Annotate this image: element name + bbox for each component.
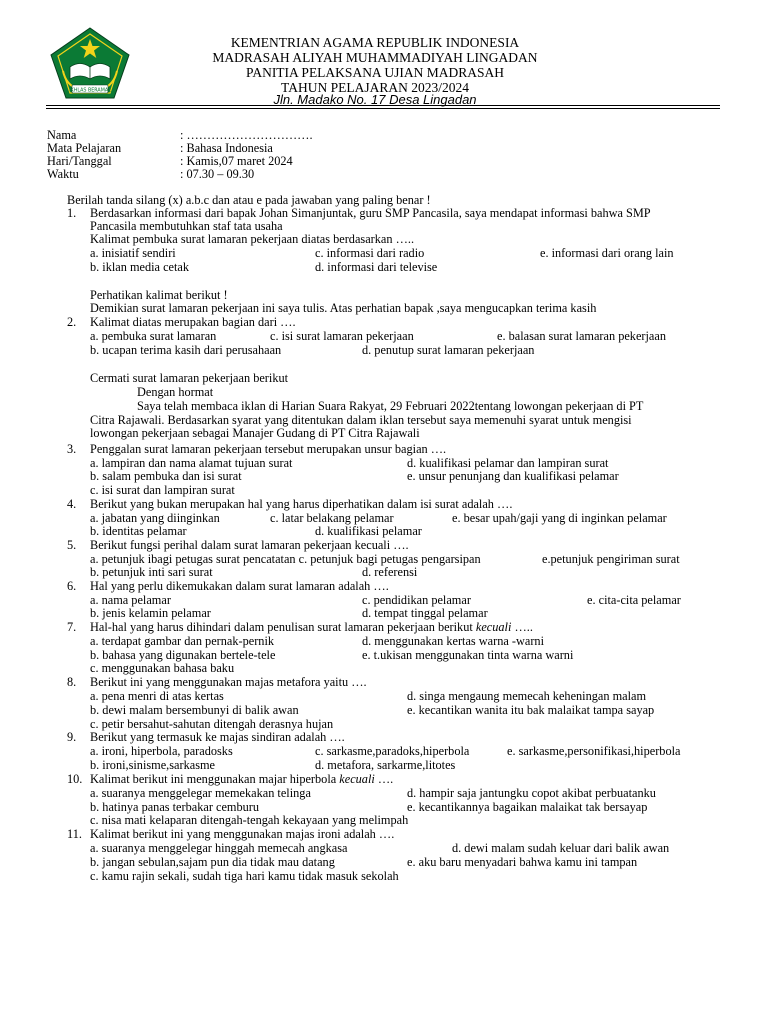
option-a: a. jabatan yang diinginkan <box>90 511 220 525</box>
header-line-4: TAHUN PELAJARAN 2023/2024 <box>281 80 469 95</box>
option-a: a. suaranya menggelegar hinggah memecah angkasa <box>90 841 348 855</box>
option-c: c. isi surat lamaran pekerjaan <box>270 329 414 343</box>
passage-intro: Cermati surat lamaran pekerjaan berikut <box>90 371 289 385</box>
option-a: a. suaranya menggelegar memekakan telinga <box>90 786 311 800</box>
option-a: a. ironi, hiperbola, paradosks <box>90 744 233 758</box>
option-c: c. informasi dari radio <box>315 246 425 260</box>
logo-motto: IKHLAS BERAMAL <box>69 88 111 94</box>
option-e: e. unsur penunjang dan kualifikasi pelamar <box>407 469 619 483</box>
option-a-c: a. petunjuk ibagi petugas surat pencatatan c. petunjuk bagi petugas pengarsipan <box>90 552 481 566</box>
option-c: c. nisa mati kelaparan ditengah-tengah kekayaan yang melimpah <box>90 813 409 827</box>
value-waktu: : 07.30 – 09.30 <box>180 167 255 181</box>
option-a: a. terdapat gambar dan pernak-pernik <box>90 634 275 648</box>
option-d: d. informasi dari televise <box>315 260 438 274</box>
option-a: a. nama pelamar <box>90 593 171 607</box>
question-text: Hal yang perlu dikemukakan dalam surat lamaran adalah …. <box>90 579 389 593</box>
option-b: b. identitas pelamar <box>90 524 187 538</box>
label-nama: Nama <box>47 128 77 142</box>
question-number: 3. <box>67 442 77 456</box>
question-number: 9. <box>67 730 77 744</box>
emphasis-kecuali: kecuali <box>339 772 375 786</box>
passage-greeting: Dengan hormat <box>137 385 214 399</box>
option-b: b. ironi,sinisme,sarkasme <box>90 758 215 772</box>
option-a: a. pena menri di atas kertas <box>90 689 224 703</box>
option-e: e. besar upah/gaji yang di inginkan pelamar <box>452 511 667 525</box>
passage-sentence: Demikian surat lamaran pekerjaan ini saya tulis. Atas perhatian bapak ,saya mengucapkan terima kasih <box>90 301 597 315</box>
label-hari-tanggal: Hari/Tanggal <box>47 154 112 168</box>
option-b: b. jangan sebulan,sajam pun dia tidak mau datang <box>90 855 335 869</box>
option-e: e. kecantikan wanita itu bak malaikat tampa sayap <box>407 703 655 717</box>
option-d: d. penutup surat lamaran pekerjaan <box>362 343 535 357</box>
question-number: 4. <box>67 497 77 511</box>
option-c: c. sarkasme,paradoks,hiperbola <box>315 744 470 758</box>
emphasis-kecuali: kecuali <box>475 620 512 634</box>
question-number: 8. <box>67 675 77 689</box>
question-text: Berikut fungsi perihal dalam surat lamaran pekerjaan kecuali …. <box>90 538 409 552</box>
question-text: Penggalan surat lamaran pekerjaan tersebut merupakan unsur bagian …. <box>90 442 447 456</box>
instruction: Berilah tanda silang (x) a.b.c dan atau e pada jawaban yang paling benar ! <box>67 193 431 207</box>
question-text: Hal-hal yang harus dihindari dalam penulisan surat lamaran pekerjaan berikut kecuali ….. <box>90 620 533 634</box>
question-number: 1. <box>67 206 77 220</box>
option-e: e. informasi dari orang lain <box>540 246 674 260</box>
option-d: d. metafora, sarkarme,litotes <box>315 758 456 772</box>
passage-line: lowongan pekerjaan sebagai Manajer Gudang di PT Citra Rajawali <box>90 426 420 440</box>
option-c: c. kamu rajin sekali, sudah tiga hari kamu tidak masuk sekolah <box>90 869 399 883</box>
question-number: 5. <box>67 538 77 552</box>
option-d: d. kualifikasi pelamar <box>315 524 422 538</box>
option-c: c. pendidikan pelamar <box>362 593 471 607</box>
option-d: d. dewi malam sudah keluar dari balik awan <box>452 841 670 855</box>
question-text: Kalimat berikut ini yang menggunakan majas ironi adalah …. <box>90 827 395 841</box>
passage-intro: Perhatikan kalimat berikut ! <box>90 288 228 302</box>
option-a: a. inisiatif sendiri <box>90 246 176 260</box>
option-b: b. ucapan terima kasih dari perusahaan <box>90 343 282 357</box>
question-text: Berdasarkan informasi dari bapak Johan Simanjuntak, guru SMP Pancasila, saya mendapat informasi bahwa SMP <box>90 206 651 220</box>
option-e: e. cita-cita pelamar <box>587 593 681 607</box>
question-text: Kalimat pembuka surat lamaran pekerjaan diatas berdasarkan ….. <box>90 232 415 246</box>
value-nama: : …………………………. <box>180 128 313 142</box>
option-e: e. kecantikannya bagaikan malaikat tak bersayap <box>407 800 648 814</box>
question-number: 2. <box>67 315 77 329</box>
question-number: 6. <box>67 579 77 593</box>
option-e: e. t.ukisan menggunakan tinta warna warni <box>362 648 574 662</box>
header-address: Jln. Madako No. 17 Desa Lingadan <box>273 92 477 107</box>
question-text: Berikut yang termasuk ke majas sindiran adalah …. <box>90 730 345 744</box>
question-text: Pancasila membutuhkan staf tata usaha <box>90 219 283 233</box>
option-d: d. referensi <box>362 565 418 579</box>
header-line-3: PANITIA PELAKSANA UJIAN MADRASAH <box>246 65 504 80</box>
header-line-2: MADRASAH ALIYAH MUHAMMADIYAH LINGADAN <box>212 50 538 65</box>
option-e: e. sarkasme,personifikasi,hiperbola <box>507 744 681 758</box>
option-c: c. menggunakan bahasa baku <box>90 661 235 675</box>
passage-line: Citra Rajawali. Berdasarkan syarat yang ditentukan dalam iklan tersebut saya memenuhi syarat untuk mengisi <box>90 413 632 427</box>
option-b: b. jenis kelamin pelamar <box>90 606 211 620</box>
ministry-of-religion-emblem-icon <box>50 27 130 100</box>
option-b: b. iklan media cetak <box>90 260 190 274</box>
option-d: d. tempat tinggal pelamar <box>362 606 488 620</box>
option-b: b. petunjuk inti sari surat <box>90 565 213 579</box>
header-divider-thin <box>46 108 720 109</box>
value-mata-pelajaran: : Bahasa Indonesia <box>180 141 273 155</box>
option-b: b. hatinya panas terbakar cemburu <box>90 800 260 814</box>
option-e: e. aku baru menyadari bahwa kamu ini tampan <box>407 855 638 869</box>
option-b: b. bahasa yang digunakan bertele-tele <box>90 648 276 662</box>
label-mata-pelajaran: Mata Pelajaran <box>47 141 122 155</box>
option-a: a. lampiran dan nama alamat tujuan surat <box>90 456 293 470</box>
option-e: e. balasan surat lamaran pekerjaan <box>497 329 666 343</box>
option-d: d. singa mengaung memecah keheningan malam <box>407 689 647 703</box>
question-number: 10. <box>67 772 83 786</box>
option-c: c. isi surat dan lampiran surat <box>90 483 235 497</box>
option-c: c. latar belakang pelamar <box>270 511 394 525</box>
option-d: d. hampir saja jantungku copot akibat perbuatanku <box>407 786 656 800</box>
question-text: Berikut ini yang menggunakan majas metafora yaitu …. <box>90 675 367 689</box>
option-d: d. menggunakan kertas warna -warni <box>362 634 544 648</box>
option-b: b. dewi malam bersembunyi di balik awan <box>90 703 299 717</box>
question-text: Berikut yang bukan merupakan hal yang harus diperhatikan dalam isi surat adalah …. <box>90 497 513 511</box>
header-line-1: KEMENTRIAN AGAMA REPUBLIK INDONESIA <box>230 35 520 50</box>
question-text: Kalimat diatas merupakan bagian dari …. <box>90 315 296 329</box>
question-number: 7. <box>67 620 77 634</box>
option-a: a. pembuka surat lamaran <box>90 329 217 343</box>
label-waktu: Waktu <box>47 167 79 181</box>
value-hari-tanggal: : Kamis,07 maret 2024 <box>180 154 293 168</box>
passage-line: Saya telah membaca iklan di Harian Suara Rakyat, 29 Februari 2022tentang lowongan pekerjaan di PT <box>137 399 644 413</box>
option-c: c. petir bersahut-sahutan ditengah derasnya hujan <box>90 717 334 731</box>
option-d: d. kualifikasi pelamar dan lampiran surat <box>407 456 609 470</box>
option-b: b. salam pembuka dan isi surat <box>90 469 242 483</box>
question-number: 11. <box>67 827 82 841</box>
question-text: Kalimat berikut ini menggunakan majar hiperbola kecuali …. <box>90 772 394 786</box>
option-e: e.petunjuk pengiriman surat <box>542 552 680 566</box>
header-divider <box>46 105 720 106</box>
